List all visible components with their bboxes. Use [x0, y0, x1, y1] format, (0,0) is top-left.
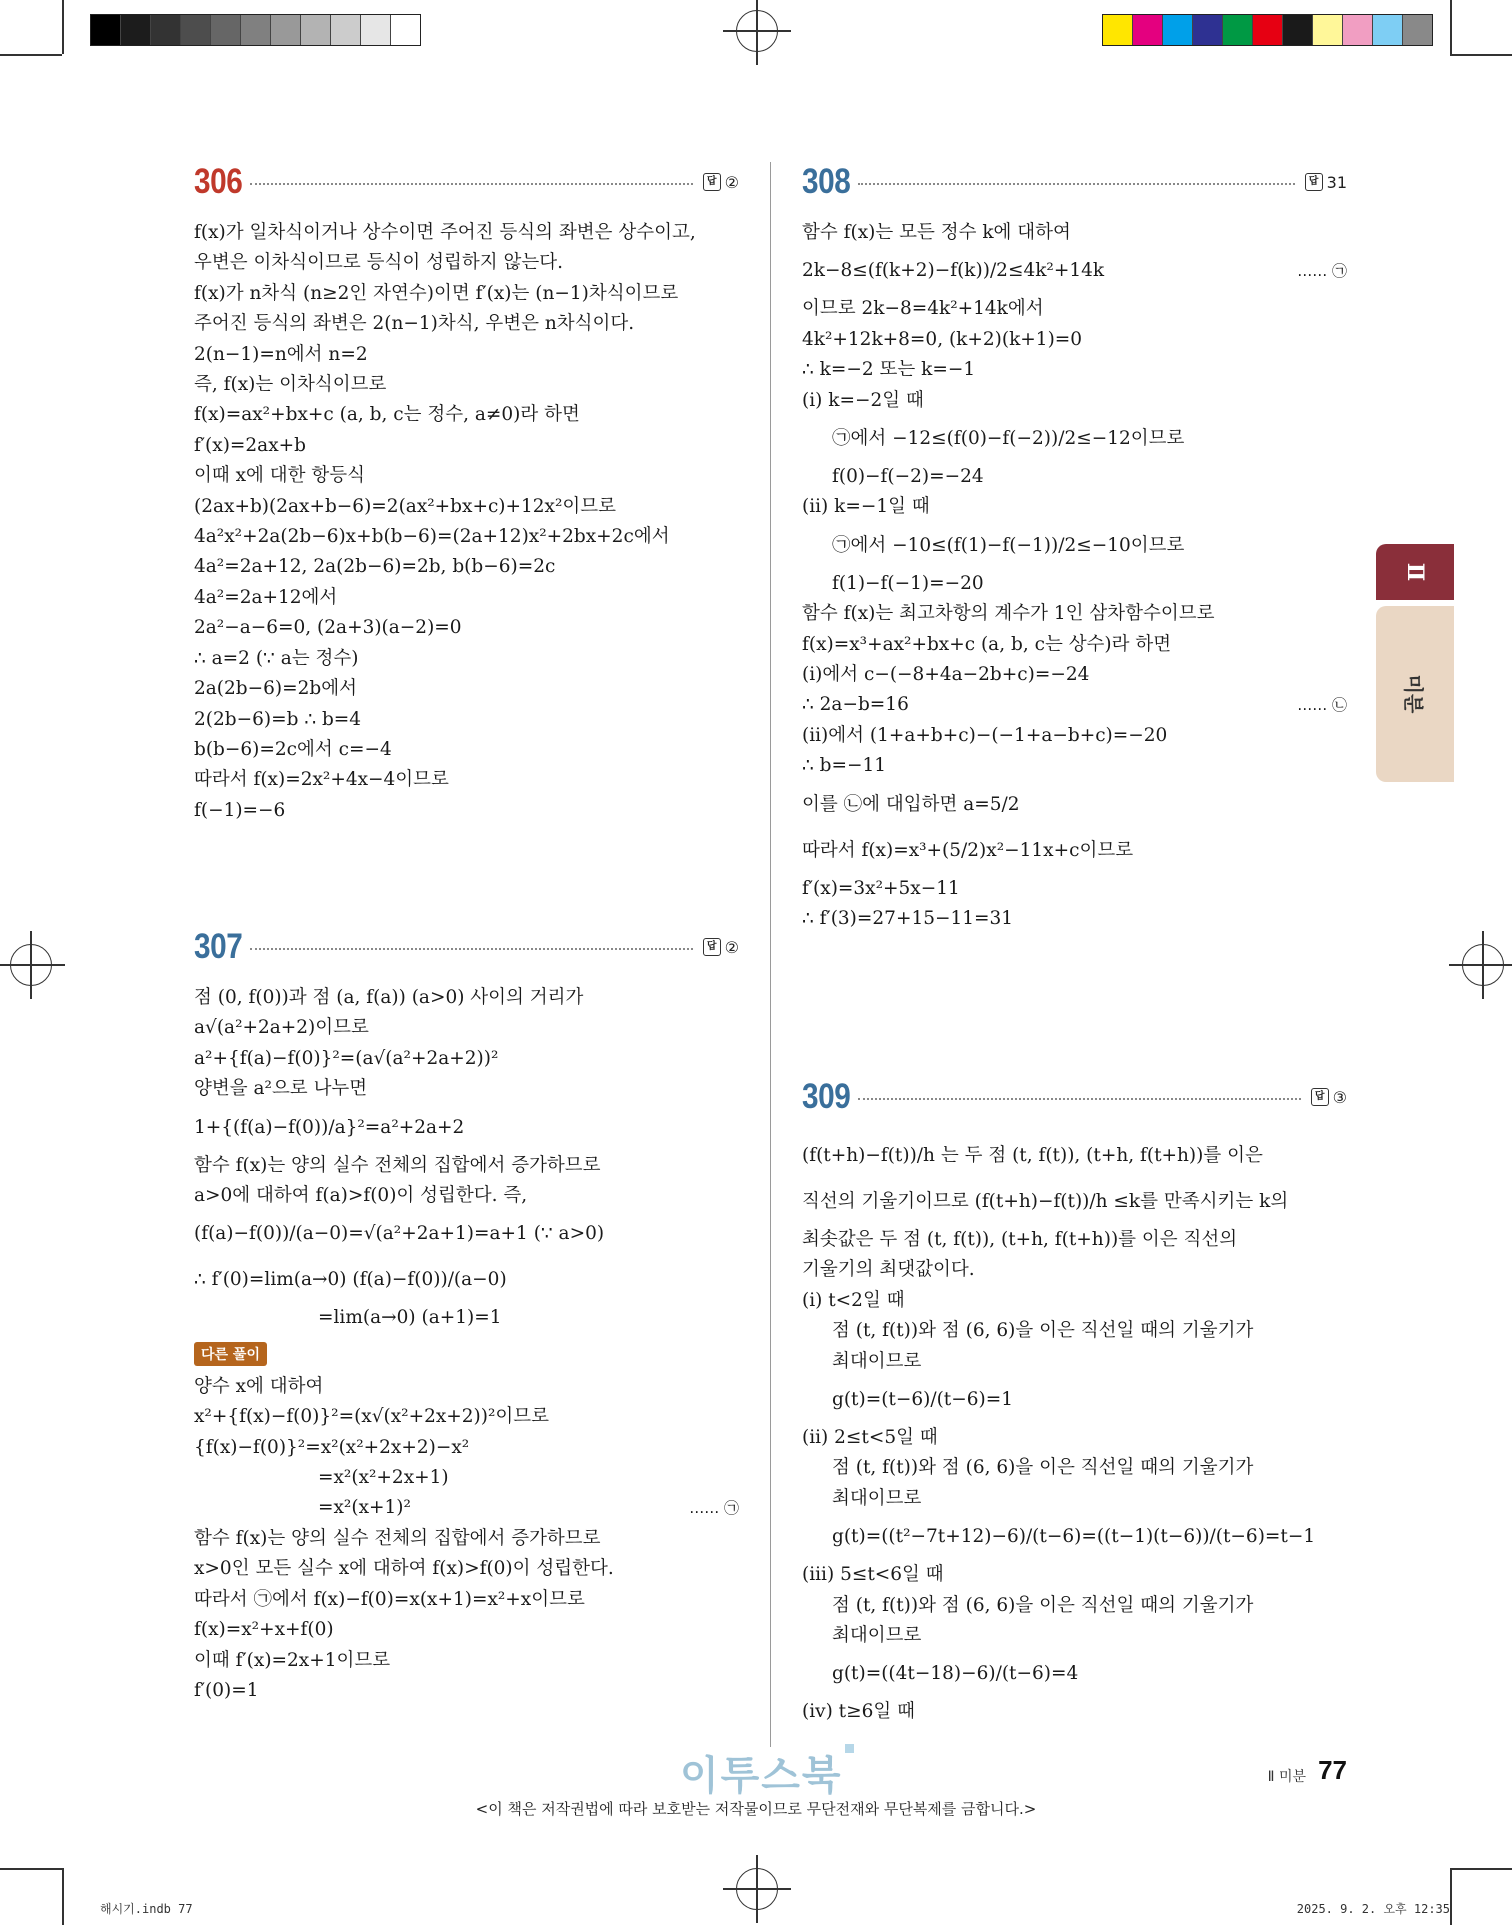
- solution-line: 직선의 기울기이므로 (f(t+h)−f(t))/h ≤k를 만족시키는 k의: [802, 1191, 1289, 1212]
- solution-line: 1+{(f(a)−f(0))/a}²=a²+2a+2: [194, 1116, 465, 1138]
- solution-line: ∴ 2a−b=16 …… ㉡: [802, 690, 1347, 720]
- chapter-name: 미분: [1401, 674, 1426, 714]
- color-swatch: [1193, 15, 1223, 45]
- problem-number: 309: [802, 1077, 851, 1116]
- solution-line: 최솟값은 두 점 (t, f(t)), (t+h, f(t+h))를 이은 직선의: [802, 1229, 1238, 1250]
- color-swatch: [1163, 15, 1193, 45]
- crop-mark: [0, 54, 62, 56]
- solution-line: a√(a²+2a+2)이므로: [194, 1017, 369, 1039]
- answer-value: ③: [1332, 1087, 1347, 1107]
- crop-mark: [62, 1868, 64, 1925]
- solution-line: ∴ f′(3)=27+15−11=31: [802, 908, 1014, 930]
- solution-line: g(t)=((4t−18)−6)/(t−6)=4: [832, 1663, 1079, 1685]
- solution-line: g(t)=((t²−7t+12)−6)/(t−6)=((t−1)(t−6))/(t−6)=t−1: [832, 1526, 1316, 1548]
- alternative-solution-badge: 다른 풀이: [194, 1342, 267, 1366]
- solution-line: 따라서 f(x)=2x²+4x−4이므로: [194, 769, 449, 791]
- process-color-bar: [1102, 14, 1433, 46]
- color-swatch: [211, 15, 241, 45]
- solution-line: (ii) 2≤t<5일 때: [802, 1427, 938, 1449]
- solution-line: 2a(2b−6)=2b에서: [194, 678, 357, 700]
- print-file-info: 해시기.indb 77: [100, 1902, 193, 1916]
- section-label-text: Ⅱ 미분: [1267, 1769, 1306, 1785]
- solution-text: [194, 218, 739, 826]
- problem-308: [802, 160, 1347, 935]
- solution-line: x²+{f(x)−f(0)}²=(x√(x²+2x+2))²이므로: [194, 1406, 550, 1428]
- solution-line: 따라서 ㉠에서 f(x)−f(0)=x(x+1)=x²+x이므로: [194, 1588, 585, 1610]
- chapter-roman-numeral: Ⅱ: [1402, 562, 1428, 582]
- column-divider: [770, 162, 771, 1747]
- crop-mark: [1450, 1868, 1452, 1925]
- grayscale-color-bar: [90, 14, 421, 46]
- right-column: [802, 160, 1347, 1723]
- solution-line: =x²(x²+2x+1): [318, 1467, 449, 1489]
- problem-header: [802, 160, 1347, 204]
- solution-line: 2a²−a−6=0, (2a+3)(a−2)=0: [194, 617, 462, 639]
- color-swatch: [1373, 15, 1403, 45]
- solution-line: 이때 x에 대한 항등식: [194, 465, 366, 487]
- solution-line: (i) k=−2일 때: [802, 389, 924, 411]
- solution-line: (iv) t≥6일 때: [802, 1701, 916, 1723]
- color-swatch: [1103, 15, 1133, 45]
- alternative-solution-text: [194, 1372, 739, 1706]
- section-label: [1268, 1766, 1306, 1786]
- color-swatch: [1253, 15, 1283, 45]
- solution-line: 점 (0, f(0))과 점 (a, f(a)) (a>0) 사이의 거리가: [194, 987, 584, 1008]
- solution-line: (i) t<2일 때: [802, 1289, 905, 1311]
- solution-line: 따라서 f(x)=x³+(5/2)x²−11x+c이므로: [802, 839, 1134, 861]
- solution-line: 점 (t, f(t))와 점 (6, 6)을 이은 직선일 때의 기울기가: [832, 1457, 1254, 1479]
- solution-line: f′(x)=2ax+b: [194, 434, 306, 456]
- left-column: [194, 160, 739, 1701]
- solution-line: a²+{f(a)−f(0)}²=(a√(a²+2a+2))²: [194, 1047, 499, 1069]
- color-swatch: [361, 15, 391, 45]
- answer-value: ②: [724, 172, 739, 192]
- solution-line: a>0에 대하여 f(a)>f(0)이 성립한다. 즉,: [194, 1185, 528, 1207]
- solution-line: ∴ k=−2 또는 k=−1: [802, 359, 976, 381]
- solution-line: f(1)−f(−1)=−20: [832, 572, 984, 594]
- watermark-text: 이투스북: [680, 1753, 843, 1799]
- solution-line: (iii) 5≤t<6일 때: [802, 1564, 944, 1586]
- equation-tag: …… ㉠: [1297, 262, 1347, 281]
- solution-line: 2(n−1)=n에서 n=2: [194, 343, 368, 365]
- solution-line: f(x)가 일차식이거나 상수이면 주어진 등식의 좌변은 상수이고,: [194, 222, 696, 243]
- crop-mark: [62, 0, 64, 54]
- solution-line: (2ax+b)(2ax+b−6)=2(ax²+bx+c)+12x²이므로: [194, 495, 617, 517]
- problem-number: 307: [194, 927, 243, 966]
- color-swatch: [1343, 15, 1373, 45]
- answer-icon: 답: [703, 173, 721, 191]
- color-swatch: [181, 15, 211, 45]
- leader-dots: [250, 948, 693, 950]
- color-swatch: [1313, 15, 1343, 45]
- equation-tag: …… ㉡: [1297, 696, 1347, 715]
- problem-header: [802, 1075, 1347, 1119]
- solution-line: ㉠에서 −12≤(f(0)−f(−2))/2≤−12이므로: [832, 428, 1185, 450]
- publisher-watermark-logo: [680, 1744, 854, 1801]
- registration-mark: [10, 944, 52, 986]
- solution-line: ∴ f′(0)=lim(a→0) (f(a)−f(0))/(a−0): [194, 1269, 507, 1291]
- color-swatch: [1223, 15, 1253, 45]
- solution-line: (f(a)−f(0))/(a−0)=√(a²+2a+1)=a+1 (∵ a>0): [194, 1223, 605, 1245]
- solution-line: (ii) k=−1일 때: [802, 496, 930, 518]
- equation-tag: …… ㉠: [689, 1499, 739, 1518]
- registration-mark: [1462, 944, 1504, 986]
- solution-line: 이므로 2k−8=4k²+14k에서: [802, 298, 1044, 320]
- answer: [703, 938, 739, 957]
- solution-line: (ii)에서 (1+a+b+c)−(−1+a−b+c)=−20: [802, 724, 1168, 746]
- answer: [703, 173, 739, 192]
- solution-line: f(0)−f(−2)=−24: [832, 466, 984, 488]
- solution-line: (f(t+h)−f(t))/h 는 두 점 (t, f(t)), (t+h, f(t+h))를 이은: [802, 1145, 1263, 1166]
- answer-value: 31: [1326, 172, 1347, 192]
- solution-line: 함수 f(x)는 양의 실수 전체의 집합에서 증가하므로: [194, 1527, 601, 1549]
- copyright-notice: <이 책은 저작권법에 따라 보호받는 저작물이므로 무단전재와 무단복제를 금합니다.>: [475, 1800, 1037, 1818]
- solution-line: 함수 f(x)는 양의 실수 전체의 집합에서 증가하므로: [194, 1154, 601, 1176]
- solution-line: 함수 f(x)는 모든 정수 k에 대하여: [802, 222, 1071, 243]
- color-swatch: [91, 15, 121, 45]
- color-swatch: [151, 15, 181, 45]
- solution-line: =lim(a→0) (a+1)=1: [318, 1307, 502, 1329]
- solution-line: 기울기의 최댓값이다.: [802, 1259, 975, 1281]
- crop-mark: [0, 1868, 62, 1870]
- color-swatch: [1403, 15, 1432, 45]
- registration-mark: [736, 10, 778, 52]
- solution-line: 함수 f(x)는 최고차항의 계수가 1인 삼차함수이므로: [802, 603, 1215, 625]
- solution-line: 2k−8≤(f(k+2)−f(k))/2≤4k²+14k …… ㉠: [802, 248, 1347, 294]
- answer: [1305, 173, 1347, 192]
- solution-line: 양수 x에 대하여: [194, 1375, 324, 1397]
- color-swatch: [271, 15, 301, 45]
- solution-text: [802, 1133, 1347, 1728]
- color-swatch: [1133, 15, 1163, 45]
- problem-number: 306: [194, 162, 243, 201]
- problem-306: [194, 160, 739, 826]
- color-swatch: [121, 15, 151, 45]
- solution-text: [194, 983, 739, 1334]
- solution-line: 이를 ㉡에 대입하면 a=5/2: [802, 793, 1020, 815]
- solution-line: ∴ b=−11: [802, 755, 887, 777]
- answer: [1311, 1088, 1347, 1107]
- problem-number: 308: [802, 162, 851, 201]
- watermark-square-icon: [845, 1744, 854, 1753]
- color-swatch: [241, 15, 271, 45]
- solution-line: 2(2b−6)=b ∴ b=4: [194, 708, 362, 730]
- leader-dots: [858, 183, 1295, 185]
- problem-header: [194, 925, 739, 969]
- problem-307: [194, 925, 739, 1706]
- crop-mark: [1450, 54, 1512, 56]
- solution-line: b(b−6)=2c에서 c=−4: [194, 738, 392, 760]
- solution-line: 양변을 a²으로 나누면: [194, 1078, 368, 1100]
- solution-line: {f(x)−f(0)}²=x²(x²+2x+2)−x²: [194, 1436, 470, 1458]
- answer-icon: 답: [1311, 1088, 1329, 1106]
- answer-icon: 답: [1305, 173, 1323, 191]
- solution-line: 최대이므로: [832, 1487, 922, 1509]
- solution-line: ∴ a=2 (∵ a는 정수): [194, 647, 359, 669]
- leader-dots: [858, 1098, 1301, 1100]
- leader-dots: [250, 183, 693, 185]
- registration-mark: [736, 1868, 778, 1910]
- answer-icon: 답: [703, 938, 721, 956]
- solution-line: 최대이므로: [832, 1625, 922, 1647]
- solution-line: f(x)=x²+x+f(0): [194, 1619, 334, 1641]
- crop-mark: [1450, 0, 1452, 54]
- problem-309: [802, 1075, 1347, 1728]
- solution-line: 4a²=2a+12에서: [194, 586, 338, 608]
- solution-line: g(t)=(t−6)/(t−6)=1: [832, 1389, 1013, 1411]
- solution-line: 점 (t, f(t))와 점 (6, 6)을 이은 직선일 때의 기울기가: [832, 1594, 1254, 1616]
- solution-line: f(x)=x³+ax²+bx+c (a, b, c는 상수)라 하면: [802, 633, 1172, 655]
- solution-line: x>0인 모든 실수 x에 대하여 f(x)>f(0)이 성립한다.: [194, 1558, 614, 1580]
- solution-line: =x²(x+1)² …… ㉠: [194, 1493, 739, 1523]
- color-swatch: [391, 15, 420, 45]
- solution-text: [802, 218, 1347, 935]
- color-swatch: [331, 15, 361, 45]
- color-swatch: [301, 15, 331, 45]
- solution-line: 우변은 이차식이므로 등식이 성립하지 않는다.: [194, 252, 563, 274]
- problem-header: [194, 160, 739, 204]
- solution-line: 이때 f′(x)=2x+1이므로: [194, 1649, 391, 1671]
- chapter-tab-number[interactable]: [1376, 544, 1454, 600]
- solution-line: 4a²=2a+12, 2a(2b−6)=2b, b(b−6)=2c: [194, 556, 556, 578]
- solution-line: f′(0)=1: [194, 1679, 259, 1701]
- solution-line: 최대이므로: [832, 1350, 922, 1372]
- crop-mark: [1450, 1868, 1512, 1870]
- solution-line: f(x)=ax²+bx+c (a, b, c는 정수, a≠0)라 하면: [194, 404, 580, 426]
- solution-line: 주어진 등식의 좌변은 2(n−1)차식, 우변은 n차식이다.: [194, 313, 635, 335]
- solution-line: ㉠에서 −10≤(f(1)−f(−1))/2≤−10이므로: [832, 534, 1185, 556]
- solution-line: 4k²+12k+8=0, (k+2)(k+1)=0: [802, 328, 1083, 350]
- solution-line: f′(x)=3x²+5x−11: [802, 877, 960, 899]
- print-timestamp: 2025. 9. 2. 오후 12:35: [1296, 1902, 1450, 1916]
- solution-line: 즉, f(x)는 이차식이므로: [194, 374, 387, 396]
- solution-line: f(−1)=−6: [194, 799, 286, 821]
- solution-line: 점 (t, f(t))와 점 (6, 6)을 이은 직선일 때의 기울기가: [832, 1320, 1254, 1342]
- color-swatch: [1283, 15, 1313, 45]
- solution-line: f(x)가 n차식 (n≥2인 자연수)이면 f′(x)는 (n−1)차식이므로: [194, 282, 679, 304]
- page-number: 77: [1318, 1755, 1347, 1785]
- chapter-tab-label[interactable]: [1376, 606, 1454, 782]
- answer-value: ②: [724, 937, 739, 957]
- solution-line: 4a²x²+2a(2b−6)x+b(b−6)=(2a+12)x²+2bx+2c에서: [194, 526, 670, 548]
- solution-line: (i)에서 c−(−8+4a−2b+c)=−24: [802, 664, 1090, 686]
